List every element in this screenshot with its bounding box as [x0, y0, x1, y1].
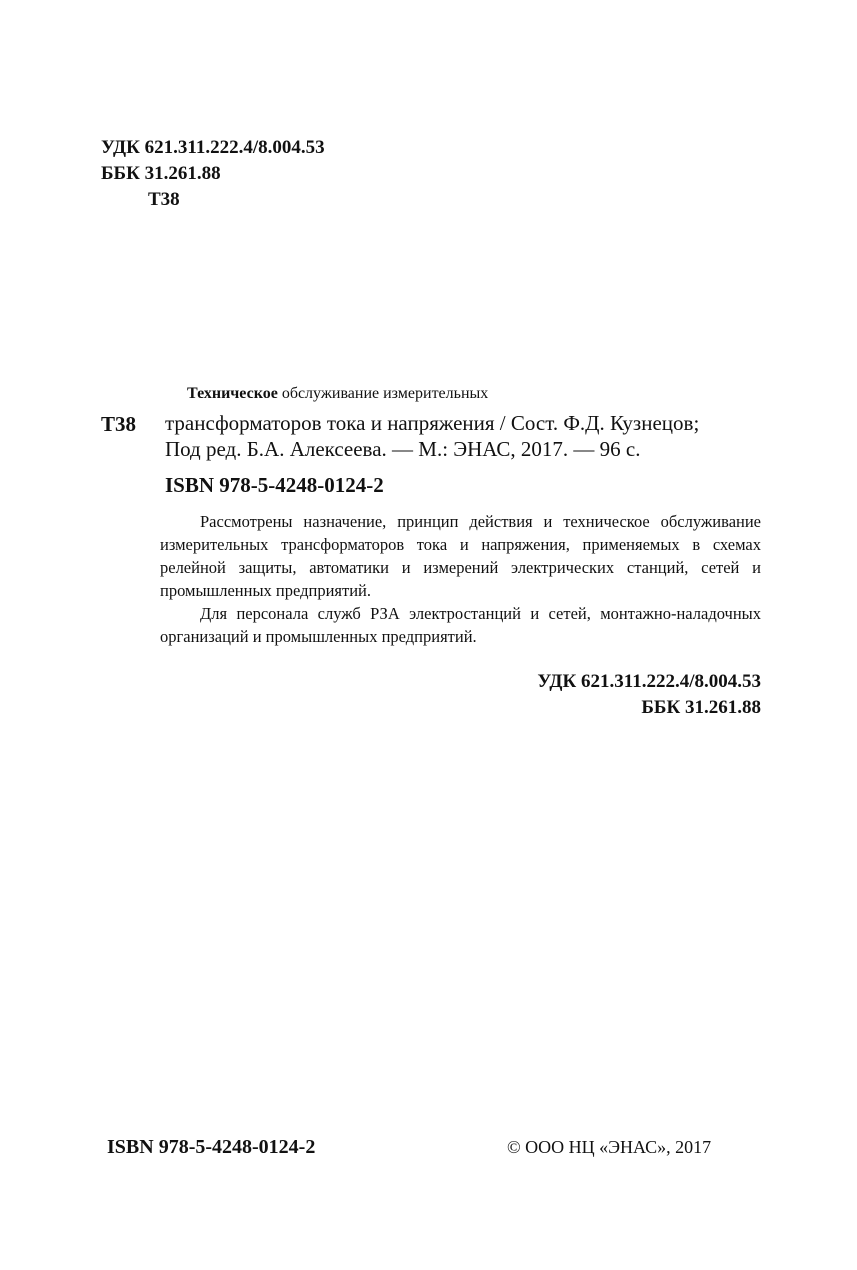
record-line-2: трансформаторов тока и напряжения / Сост. Ф.Д. Кузнецов; — [165, 411, 700, 435]
record-line-3: Под ред. Б.А. Алексеева. — М.: ЭНАС, 2017. — 96 с. — [165, 437, 641, 461]
copyright-notice: © ООО НЦ «ЭНАС», 2017 — [507, 1137, 712, 1157]
isbn-record: ISBN 978-5-4248-0124-2 — [165, 473, 384, 497]
author-code-top: Т38 — [148, 189, 180, 210]
record-line-1 — [187, 385, 488, 403]
bbk-code-top: ББК 31.261.88 — [101, 163, 221, 184]
abstract-paragraph-2: Для персонала служб РЗА электростанций и сетей, монтажно-наладочных организаций и промышленных предприятий. — [160, 604, 761, 646]
isbn-footer: ISBN 978-5-4248-0124-2 — [107, 1136, 316, 1158]
record-title-rest: обслуживание измерительных — [277, 385, 489, 402]
abstract-paragraph-1: Рассмотрены назначение, принцип действия и техническое обслуживание измерительных трансформаторов тока и напряжения, применяемых в схемах релейной защиты, автоматики и измерений электрических станций, сетей и промышленных предприятий. — [160, 512, 761, 600]
udk-code-bottom: УДК 621.311.222.4/8.004.53 — [537, 671, 761, 692]
record-title-bold: Техническое — [187, 385, 278, 402]
bbk-code-bottom: ББК 31.261.88 — [641, 697, 761, 718]
author-code-record: Т38 — [101, 412, 137, 436]
udk-code-top: УДК 621.311.222.4/8.004.53 — [101, 137, 325, 158]
